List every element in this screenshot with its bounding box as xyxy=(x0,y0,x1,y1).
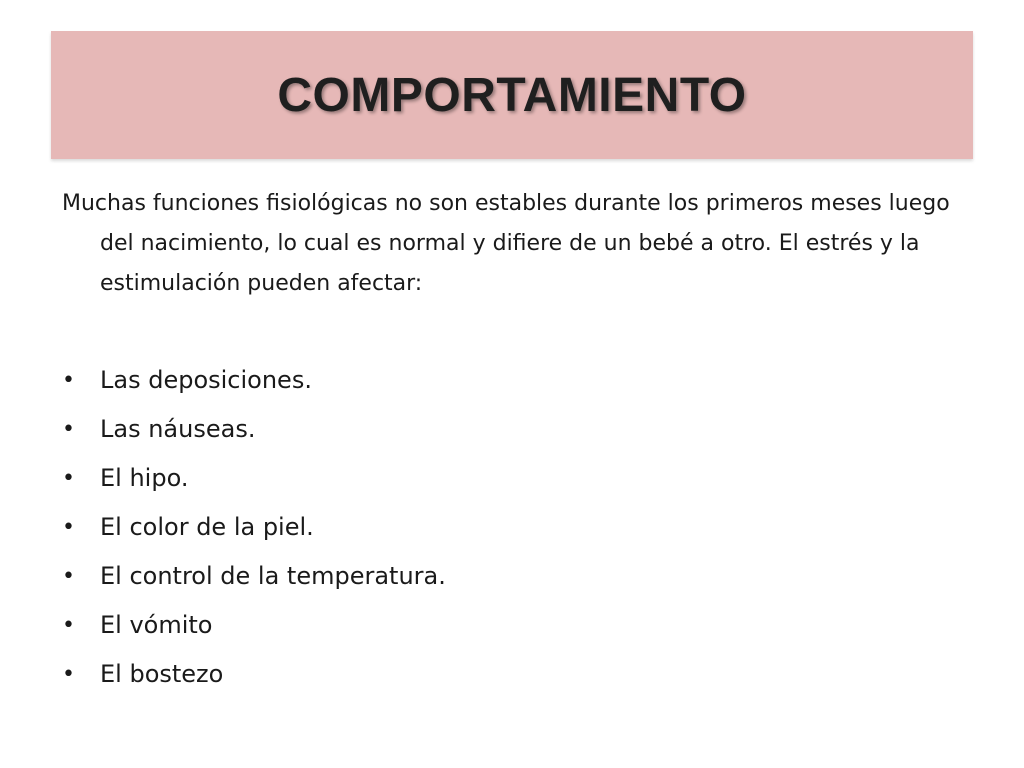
list-item xyxy=(62,454,446,503)
list-item xyxy=(62,552,446,601)
bullet-dot-icon: • xyxy=(62,564,75,589)
list-item-text: El color de la piel. xyxy=(100,513,314,541)
bullet-dot-icon: • xyxy=(62,662,75,687)
list-item xyxy=(62,405,446,454)
list-item-text: El hipo. xyxy=(100,464,189,492)
list-item-text: El control de la temperatura. xyxy=(100,562,446,590)
list-item xyxy=(62,601,446,650)
title-bar xyxy=(51,31,973,159)
list-item-text: El vómito xyxy=(100,611,213,639)
intro-paragraph: Muchas funciones fisiológicas no son estables durante los primeros meses luego del nacimiento, lo cual es normal y difiere de un bebé a otro. El estrés y la estimulación pueden afectar: xyxy=(62,191,950,296)
bullet-dot-icon: • xyxy=(62,466,75,491)
list-item xyxy=(62,650,446,699)
list-item-text: Las deposiciones. xyxy=(100,366,312,394)
list-item xyxy=(62,356,446,405)
bullet-list xyxy=(62,356,446,699)
bullet-dot-icon: • xyxy=(62,368,75,393)
list-item-text: El bostezo xyxy=(100,660,224,688)
bullet-dot-icon: • xyxy=(62,613,75,638)
list-item xyxy=(62,503,446,552)
bullet-dot-icon: • xyxy=(62,417,75,442)
bullet-dot-icon: • xyxy=(62,515,75,540)
slide-title: COMPORTAMIENTO xyxy=(277,68,747,122)
list-item-text: Las náuseas. xyxy=(100,415,256,443)
